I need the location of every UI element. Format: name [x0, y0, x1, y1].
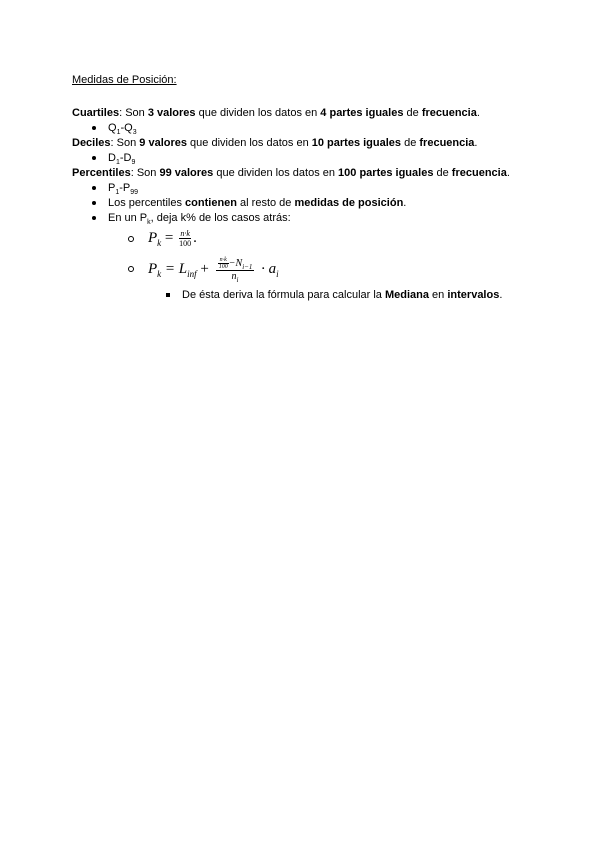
- subscript: i−1: [242, 262, 253, 271]
- text: Los percentiles: [108, 197, 186, 209]
- formula-symbol: · a: [257, 261, 277, 277]
- percentiles-bullet-contain: [72, 196, 532, 211]
- denominator: 100: [218, 263, 228, 270]
- formula-symbol: .: [193, 230, 197, 246]
- bold-text: 99 valores: [159, 167, 214, 179]
- bold-text: frecuencia: [419, 137, 475, 149]
- bold-text: frecuencia: [421, 107, 477, 119]
- percentiles-bullet-range: [72, 181, 532, 196]
- percentiles-label: Percentiles: [72, 167, 131, 179]
- subscript: k: [157, 238, 162, 248]
- subscript: 1: [115, 159, 120, 166]
- text: , deja k% de los casos atrás:: [150, 212, 291, 224]
- numerator: n·k: [219, 256, 227, 263]
- formula-pk-position: [72, 226, 532, 250]
- text: : Son: [130, 167, 160, 179]
- cuartiles-label: Cuartiles: [72, 107, 120, 119]
- text: .: [474, 137, 478, 149]
- subscript: k: [147, 219, 151, 226]
- formula-symbol: P: [148, 230, 158, 246]
- square-bullet-icon: [166, 293, 170, 297]
- bold-text: Mediana: [384, 289, 429, 301]
- spacer: [72, 88, 532, 106]
- text: P: [108, 182, 116, 194]
- denominator: [216, 271, 255, 283]
- formula-symbol: P: [148, 261, 158, 277]
- fraction: [216, 257, 255, 283]
- numerator: [216, 257, 255, 271]
- deciles-label: Deciles: [72, 137, 111, 149]
- text: Q: [108, 122, 117, 134]
- inner-fraction: [218, 257, 229, 270]
- title-text: Medidas de Posición: [72, 74, 174, 86]
- text: al resto de: [237, 197, 295, 209]
- hollow-bullet-icon: [128, 236, 134, 242]
- text: en: [429, 289, 448, 301]
- percentiles-bullet-pk: [72, 211, 532, 226]
- subscript: 1: [116, 129, 121, 136]
- text: .: [499, 289, 503, 301]
- text: .: [476, 107, 480, 119]
- bullet-dot-icon: [92, 126, 96, 130]
- denominator: 100: [179, 239, 192, 249]
- subscript: 3: [132, 129, 137, 136]
- formula-symbol: −N: [228, 257, 243, 269]
- text: .: [403, 197, 407, 209]
- cuartiles-bullet: [72, 121, 532, 136]
- text: .: [506, 167, 510, 179]
- text: : Son: [119, 107, 148, 119]
- bullet-dot-icon: [92, 156, 96, 160]
- text: D: [108, 152, 116, 164]
- subscript: 99: [130, 189, 139, 196]
- bold-text: 100 partes iguales: [338, 167, 434, 179]
- text: -D: [119, 152, 132, 164]
- bullet-dot-icon: [92, 216, 96, 220]
- title-colon: :: [173, 74, 177, 86]
- subscript: 1: [115, 189, 120, 196]
- page-title: [72, 72, 532, 88]
- subscript: 9: [131, 159, 136, 166]
- text: : Son: [110, 137, 140, 149]
- median-note: [72, 288, 532, 303]
- subscript: inf: [187, 269, 197, 279]
- text: de: [403, 107, 422, 119]
- numerator: n·k: [180, 229, 190, 239]
- formula-symbol: +: [196, 261, 213, 277]
- text: de: [401, 137, 420, 149]
- text: En un P: [108, 212, 148, 224]
- bold-text: contienen: [185, 197, 237, 209]
- text: De ésta deriva la fórmula para calcular la: [182, 289, 385, 301]
- text: que dividen los datos en: [195, 107, 321, 119]
- text: que dividen los datos en: [213, 167, 339, 179]
- text: -Q: [120, 122, 133, 134]
- hollow-bullet-icon: [128, 266, 134, 272]
- formula-symbol: n: [231, 270, 237, 282]
- bold-text: 10 partes iguales: [311, 137, 402, 149]
- formula-symbol: =: [161, 230, 178, 246]
- bold-text: 4 partes iguales: [320, 107, 404, 119]
- percentiles-definition: [72, 166, 532, 181]
- bold-text: frecuencia: [451, 167, 507, 179]
- bold-text: medidas de posición: [294, 197, 404, 209]
- text: de: [433, 167, 452, 179]
- cuartiles-definition: [72, 106, 532, 121]
- text: -P: [119, 182, 131, 194]
- fraction: [179, 229, 191, 248]
- bold-text: 9 valores: [139, 137, 187, 149]
- bold-text: 3 valores: [147, 107, 196, 119]
- formula-symbol: = L: [161, 261, 188, 277]
- text: que dividen los datos en: [186, 137, 312, 149]
- bullet-dot-icon: [92, 186, 96, 190]
- deciles-definition: [72, 136, 532, 151]
- document-page: [72, 72, 532, 303]
- deciles-bullet: [72, 151, 532, 166]
- bullet-dot-icon: [92, 201, 96, 205]
- subscript: k: [157, 269, 162, 279]
- formula-pk-interval: [72, 252, 532, 286]
- bold-text: intervalos: [447, 289, 500, 301]
- subscript: i: [236, 275, 239, 284]
- subscript: i: [276, 269, 279, 279]
